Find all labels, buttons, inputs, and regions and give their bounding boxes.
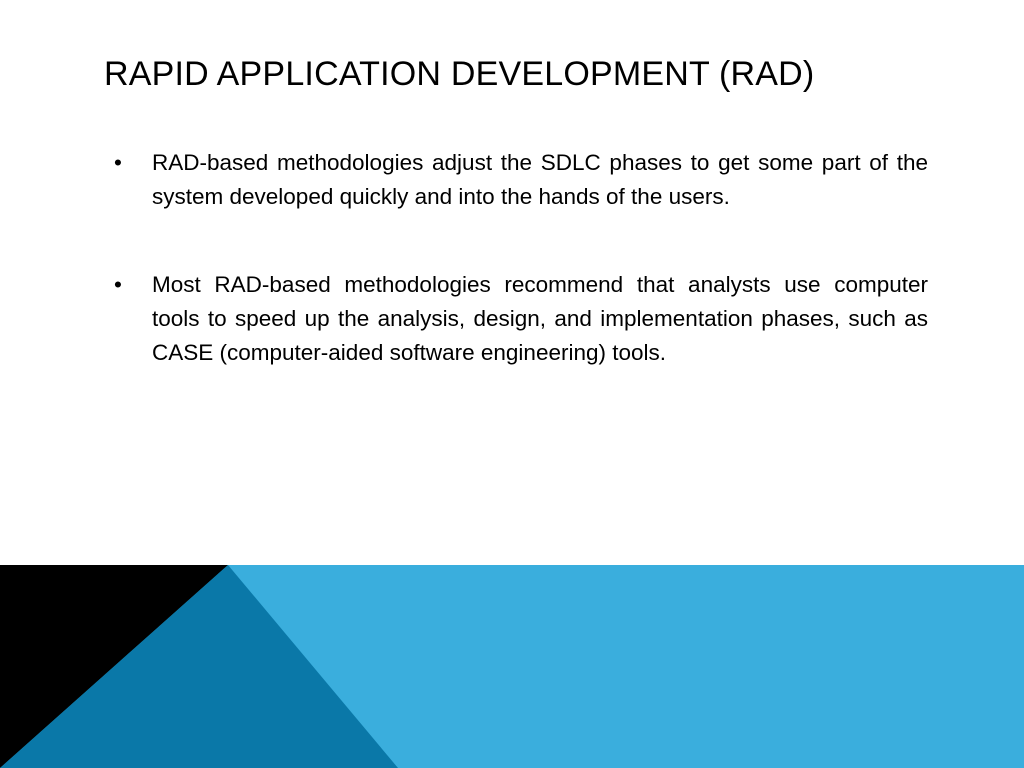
- slide-title: RAPID APPLICATION DEVELOPMENT (RAD): [104, 55, 815, 93]
- bullet-icon: •: [114, 272, 122, 297]
- bullet-item: [112, 268, 928, 370]
- bullet-list: [112, 146, 928, 424]
- bullet-text: Most RAD-based methodologies recommend that analysts use computer tools to speed up the analysis, design, and implementation phases, such as CASE (computer-aided software engineering) tools.: [152, 272, 928, 365]
- bullet-icon: •: [114, 150, 122, 175]
- bullet-item: [112, 146, 928, 214]
- decorative-footer-band: [0, 565, 1024, 768]
- bullet-text: RAD-based methodologies adjust the SDLC phases to get some part of the system developed quickly and into the hands of the users.: [152, 150, 928, 209]
